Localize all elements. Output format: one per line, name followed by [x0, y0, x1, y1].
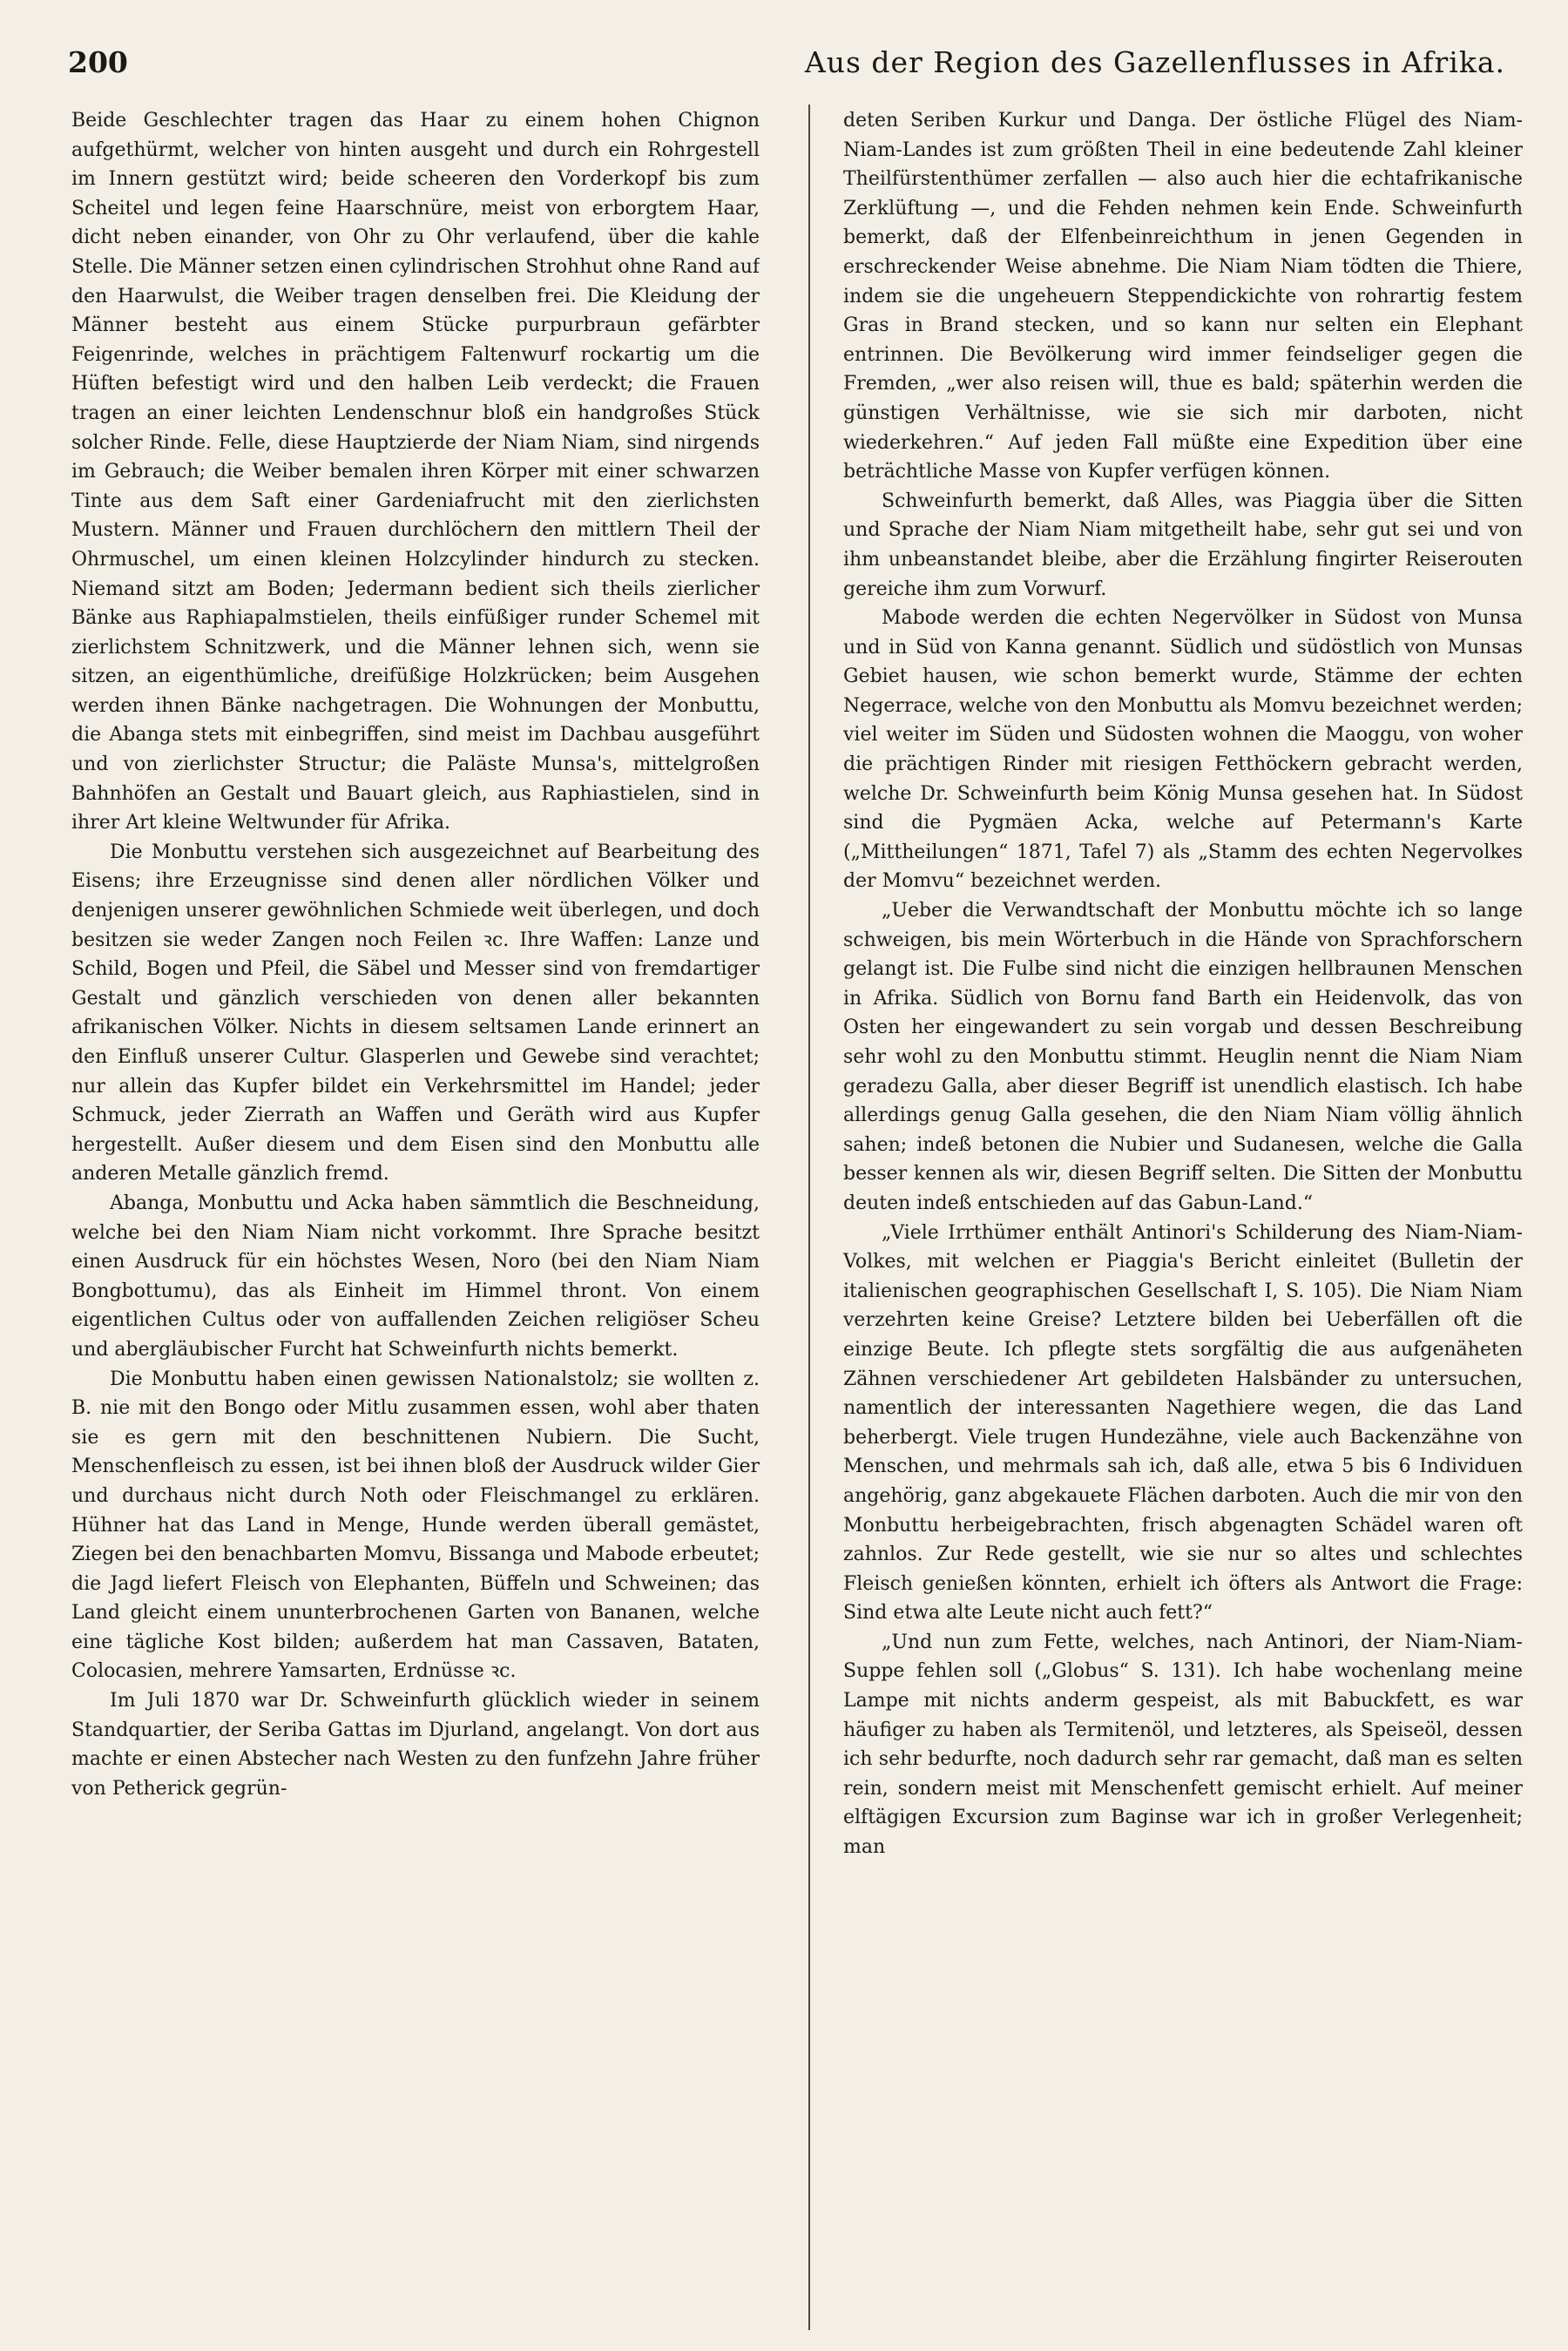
left-column [71, 106, 760, 2332]
paragraph: „Viele Irrthümer enthält Antinori's Schilderung des Niam-Niam-Volkes, mit welchen er Piaggia's Bericht einleitet (Bulletin der italienischen geographischen Gesellschaft I, S. 105). Die Niam Niam verzehrten keine Greise? Letztere bilden bei Ueberfällen oft die einzige Beute. Ich pflegte stets sorgfältig die aus aufgenäheten Zähnen verschiedener Art gebildeten Halsbänder zu untersuchen, namentlich der interessanten Nagethiere wegen, die das Land beherbergt. Viele trugen Hundezähne, viele auch Backenzähne von Menschen, und mehrmals sah ich, daß alle, etwa 5 bis 6 Individuen angehörig, ganz abgekauete Flächen darboten. Auch die mir von den Monbuttu herbeigebrachten, frisch abgenagten Schädel waren oft zahnlos. Zur Rede gestellt, wie sie nur so altes und schlechtes Fleisch genießen könnten, erhielt ich öfters als Antwort die Frage: Sind etwa alte Leute nicht auch fett?“ [843, 1221, 1523, 1625]
column-divider [808, 105, 810, 2330]
paragraph: Beide Geschlechter tragen das Haar zu einem hohen Chignon aufgethürmt, welcher von hinten ausgeht und durch ein Rohrgestell im Innern gestützt wird; beide scheeren den Vorderkopf bis zum Scheitel und legen feine Haarschnüre, meist von erborgtem Haar, dicht neben einander, von Ohr zu Ohr verlaufend, über die kahle Stelle. Die Männer setzen einen cylindrischen Strohhut ohne Rand auf den Haarwulst, die Weiber tragen denselben frei. Die Kleidung der Männer besteht aus einem Stücke purpurbraun gefärbter Feigenrinde, welches in prächtigem Faltenwurf rockartig um die Hüften befestigt wird und den halben Leib verdeckt; die Frauen tragen an einer leichten Lendenschnur bloß ein handgroßes Stück solcher Rinde. Felle, diese Hauptzierde der Niam Niam, sind nirgends im Gebrauch; die Weiber bemalen ihren Körper mit einer schwarzen Tinte aus dem Saft einer Gardeniafrucht mit den zierlichsten Mustern. Männer und Frauen durchlöchern den mittlern Theil der Ohrmuschel, um einen kleinen Holzcylinder hindurch zu stecken. Niemand sitzt am Boden; Jedermann bedient sich theils zierlicher Bänke aus Raphiapalmstielen, theils einfüßiger runder Schemel mit zierlichstem Schnitzwerk, und die Männer lehnen sich, wenn sie sitzen, an eigenthümliche, dreifüßige Holzkrücken; beim Ausgehen werden ihnen Bänke nachgetragen. Die Wohnungen der Monbuttu, die Abanga stets mit einbegriffen, sind meist im Dachbau ausgeführt und von zierlichster Structur; die Paläste Munsa's, mittelgroßen Bahnhöfen an Gestalt und Bauart gleich, aus Raphiastielen, sind in ihrer Art kleine Weltwunder für Afrika. [71, 110, 760, 834]
paragraph: deten Seriben Kurkur und Danga. Der östliche Flügel des Niam-Niam-Landes ist zum größten Theil in eine bedeutende Zahl kleiner Theilfürstenthümer zerfallen — also auch hier die echtafrikanische Zerklüftung —, und die Fehden nehmen kein Ende. Schweinfurth bemerkt, daß der Elfenbeinreichthum in jenen Gegenden in erschreckender Weise abnehme. Die Niam Niam tödten die Thiere, indem sie die ungeheuern Steppendickichte von rohrartig festem Gras in Brand stecken, und so kann nur selten ein Elephant entrinnen. Die Bevölkerung wird immer feindseliger gegen die Fremden, „wer also reisen will, thue es bald; späterhin werden die günstigen Verhältnisse, wie sie sich mir darboten, nicht wiederkehren.“ Auf jeden Fall müßte eine Expedition über eine beträchtliche Masse von Kupfer verfügen können. [843, 110, 1523, 483]
paragraph: Die Monbuttu haben einen gewissen Nationalstolz; sie wollten z. B. nie mit den Bongo oder Mitlu zusammen essen, wohl aber thaten sie es gern mit den beschnittenen Nubiern. Die Sucht, Menschenfleisch zu essen, ist bei ihnen bloß der Ausdruck wilder Gier und durchaus nicht durch Noth oder Fleischmangel zu erklären. Hühner hat das Land in Menge, Hunde werden überall gemästet, Ziegen bei den benachbarten Momvu, Bissanga und Mabode erbeutet; die Jagd liefert Fleisch von Elephanten, Büffeln und Schweinen; das Land gleicht einem ununterbrochenen Garten von Bananen, welche eine tägliche Kost bilden; außerdem hat man Cassaven, Bataten, Colocasien, mehrere Yamsarten, Erdnüsse ꝛc. [71, 1368, 760, 1683]
paragraph: Die Monbuttu verstehen sich ausgezeichnet auf Bearbeitung des Eisens; ihre Erzeugnisse sind denen aller nördlichen Völker und denjenigen unserer gewöhnlichen Schmiede weit überlegen, und doch besitzen sie weder Zangen noch Feilen ꝛc. Ihre Waffen: Lanze und Schild, Bogen und Pfeil, die Säbel und Messer sind von fremdartiger Gestalt und gänzlich verschieden von denen aller bekannten afrikanischen Völker. Nichts in diesem seltsamen Lande erinnert an den Einfluß unserer Cultur. Glasperlen und Gewebe sind verachtet; nur allein das Kupfer bildet ein Verkehrsmittel im Handel; jeder Schmuck, jeder Zierrath an Waffen und Geräth wird aus Kupfer hergestellt. Außer diesem und dem Eisen sind den Monbuttu alle anderen Metalle gänzlich fremd. [71, 841, 760, 1186]
paragraph: Im Juli 1870 war Dr. Schweinfurth glücklich wieder in seinem Standquartier, der Seriba Gattas im Djurland, angelangt. Von dort aus machte er einen Abstecher nach Westen zu den funfzehn Jahre früher von Petherick gegrün- [71, 1690, 760, 1800]
page-number: 200 [68, 45, 128, 79]
paragraph: Abanga, Monbuttu und Acka haben sämmtlich die Beschneidung, welche bei den Niam Niam nicht vorkommt. Ihre Sprache besitzt einen Ausdruck für ein höchstes Wesen, Noro (bei den Niam Niam Bongbottumu), das als Einheit im Himmel thront. Von einem eigentlichen Cultus oder von auffallenden Zeichen religiöser Scheu und abergläubischer Furcht hat Schweinfurth nichts bemerkt. [71, 1192, 760, 1361]
page-header [68, 45, 1505, 89]
paragraph: Mabode werden die echten Negervölker in Südost von Munsa und in Süd von Kanna genannt. Südlich und südöstlich von Munsas Gebiet hausen, wie schon bemerkt wurde, Stämme der echten Negerrace, welche von den Monbuttu als Momvu bezeichnet werden; viel weiter im Süden und Südosten wohnen die Maoggu, von woher die prächtigen Rinder mit riesigen Fetthöckern gebracht werden, welche Dr. Schweinfurth beim König Munsa gesehen hat. In Südost sind die Pygmäen Acka, welche auf Petermann's Karte („Mittheilungen“ 1871, Tafel 7) als „Stamm des echten Negervolkes der Momvu“ bezeichnet werden. [843, 607, 1523, 893]
running-title: Aus der Region des Gazellenflusses in Afrika. [804, 45, 1505, 79]
right-column [843, 106, 1523, 2332]
paragraph: „Und nun zum Fette, welches, nach Antinori, der Niam-Niam-Suppe fehlen soll („Globus“ S. 131). Ich habe wochenlang meine Lampe mit nichts anderm gespeist, als mit Babuckfett, es war häufiger zu haben als Termitenöl, und letzteres, als Speiseöl, dessen ich sehr bedurfte, noch dadurch sehr rar gemacht, daß man es selten rein, sondern meist mit Menschenfett gemischt erhielt. Auf meiner elftägigen Excursion zum Baginse war ich in großer Verlegenheit; man [843, 1631, 1523, 1859]
paragraph: „Ueber die Verwandtschaft der Monbuttu möchte ich so lange schweigen, bis mein Wörterbuch in die Hände von Sprachforschern gelangt ist. Die Fulbe sind nicht die einzigen hellbraunen Menschen in Afrika. Südlich von Bornu fand Barth ein Heidenvolk, das von Osten her eingewandert zu sein vorgab und dessen Beschreibung sehr wohl zu den Monbuttu stimmt. Heuglin nennt die Niam Niam geradezu Galla, aber dieser Begriff ist unendlich elastisch. Ich habe allerdings genug Galla gesehen, die den Niam Niam völlig ähnlich sahen; indeß betonen die Nubier und Sudanesen, welche die Galla besser kennen als wir, diesen Begriff selten. Die Sitten der Monbuttu deuten indeß entschieden auf das Gabun-Land.“ [843, 900, 1523, 1214]
paragraph: Schweinfurth bemerkt, daß Alles, was Piaggia über die Sitten und Sprache der Niam Niam mitgetheilt habe, sehr gut sei und von ihm unbeanstandet bleibe, aber die Erzählung fingirter Reiserouten gereiche ihm zum Vorwurf. [843, 490, 1523, 600]
